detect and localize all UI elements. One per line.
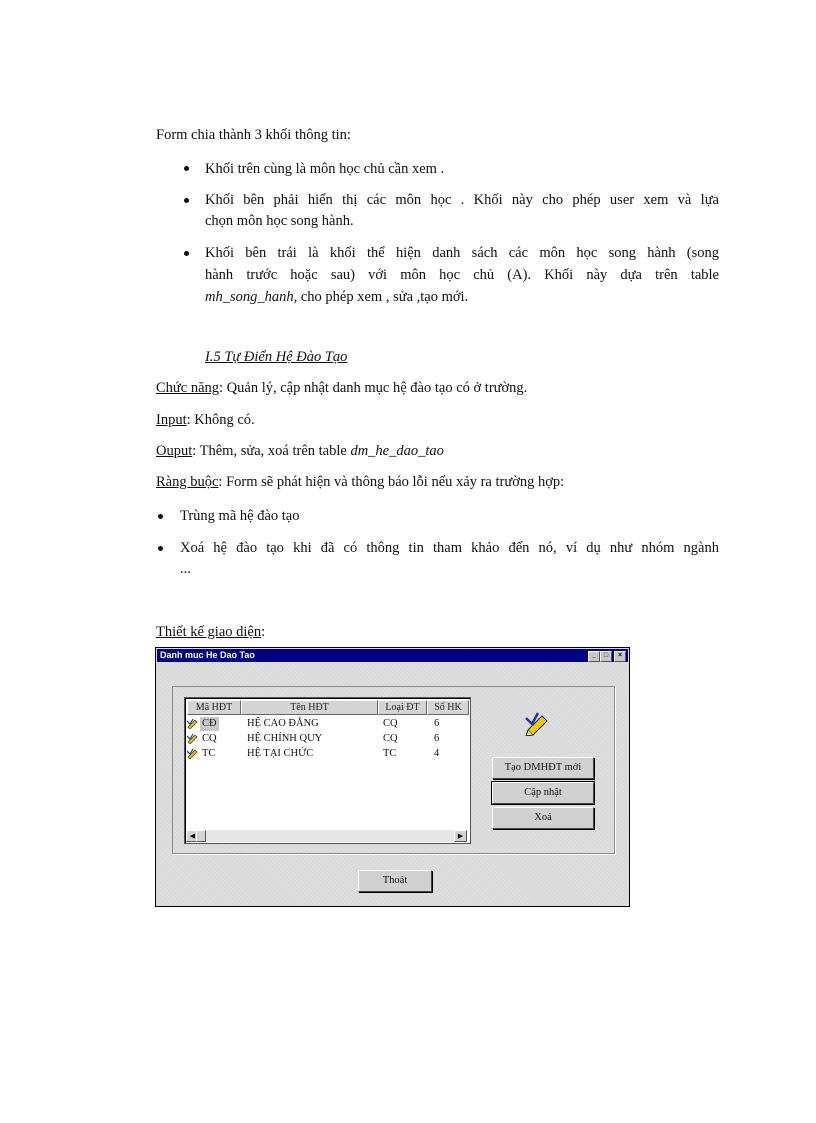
cell-ten: HỆ CAO ĐẲNG (247, 718, 319, 729)
bullet3-line3 (205, 286, 468, 308)
cell-ten: HỆ TẠI CHỨC (247, 748, 314, 759)
output-line (156, 441, 444, 461)
pencil-icon (187, 718, 199, 729)
cell-ma: CĐ (202, 718, 217, 729)
dialog-window (155, 647, 630, 907)
horizontal-scrollbar[interactable] (186, 830, 467, 842)
scroll-right-icon[interactable]: ▶ (454, 830, 467, 842)
dialog-titlebar (157, 649, 628, 662)
dialog-title: Danh muc He Dao Tao (160, 650, 255, 660)
cell-ma: TC (202, 748, 216, 759)
maximize-button[interactable]: □ (600, 651, 612, 662)
update-button[interactable]: Cập nhật (492, 782, 594, 804)
bullet3-line1: Khối bên trái là khối thể hiện danh sách các môn học song hành (song (205, 245, 719, 261)
output-label: Ouput (156, 443, 193, 459)
table-row[interactable] (187, 747, 468, 761)
chuc-nang-label: Chức năng (156, 380, 220, 396)
close-button[interactable]: × (614, 651, 626, 662)
cell-so-hk: 6 (434, 718, 440, 729)
design-colon: : (261, 624, 266, 640)
col-header-loai[interactable]: Loại ĐT (378, 700, 427, 715)
constraint2-line2: ... (180, 561, 191, 577)
table-row[interactable] (187, 732, 468, 746)
cell-ten: HỆ CHÍNH QUY (247, 733, 323, 744)
col-header-so-hk[interactable]: Số HK (427, 700, 469, 715)
cell-loai: CQ (383, 718, 398, 729)
bullet2-line2: chọn môn học song hành. (205, 213, 354, 229)
he-dao-tao-list[interactable] (184, 697, 471, 844)
output-text: : Thêm, sửa, xoá trên table (192, 443, 351, 459)
bullet-dot (158, 514, 163, 519)
cell-loai: CQ (383, 733, 398, 744)
input-line (156, 410, 255, 430)
new-he-dao-tao-button[interactable]: Tạo DMHĐT mới (492, 757, 594, 779)
constraint2-line1: Xoá hệ đào tạo khi đã có thông tin tham khảo đến nó, ví dụ như nhóm ngành (180, 540, 719, 556)
col-header-ten[interactable]: Tên HĐT (241, 700, 378, 715)
bullet2-line1: Khối bên phải hiển thị các môn học . Khối này cho phép user xem và lựa (205, 192, 719, 208)
table-name-mh-song-hanh: mh_song_hanh (205, 289, 294, 305)
chuc-nang-line (156, 378, 527, 398)
design-label: Thiết kế giao diện (156, 624, 262, 640)
rang-buoc-text: : Form sẽ phát hiện và thông báo lỗi nếu xảy ra trường hợp: (218, 474, 565, 490)
exit-button[interactable]: Thoát (358, 870, 432, 892)
delete-button[interactable]: Xoá (492, 807, 594, 829)
bullet-dot (184, 251, 189, 256)
bullet-dot (184, 166, 189, 171)
input-text: : Không có. (186, 412, 255, 428)
scroll-left-icon[interactable]: ◀ (186, 830, 199, 842)
output-table: dm_he_dao_tao (350, 443, 444, 459)
minimize-button[interactable]: _ (588, 651, 600, 662)
col-header-ma[interactable]: Mã HĐT (187, 700, 241, 715)
table-row[interactable] (187, 717, 468, 731)
cell-loai: TC (383, 748, 397, 759)
pencil-icon (524, 710, 552, 736)
design-label-line (156, 622, 265, 642)
bullet-dot (158, 546, 163, 551)
bullet1-line1: Khối trên cùng là môn học chủ cần xem . (205, 161, 445, 177)
scroll-thumb[interactable] (196, 830, 206, 842)
constraint1: Trùng mã hệ đào tạo (180, 508, 300, 524)
bullet3-line2: hành trước hoặc sau) với môn học chủ (A). Khối này dựa trên table (205, 267, 719, 283)
section-title: I.5 Tự Điển Hệ Đào Tạo (205, 349, 348, 365)
input-label: Input (156, 412, 187, 428)
bullet-dot (184, 198, 189, 203)
cell-so-hk: 4 (434, 748, 440, 759)
rang-buoc-line (156, 472, 564, 492)
pencil-icon (187, 748, 199, 759)
pencil-icon (187, 733, 199, 744)
bullet3-line3-rest: , cho phép xem , sửa ,tạo mới. (293, 289, 469, 305)
intro-text: Form chia thành 3 khối thông tin: (156, 127, 351, 143)
chuc-nang-text: : Quản lý, cập nhật danh mục hệ đào tạo có ở trường. (219, 380, 528, 396)
cell-so-hk: 6 (434, 733, 440, 744)
rang-buoc-label: Ràng buộc (156, 474, 219, 490)
cell-ma: CQ (202, 733, 217, 744)
